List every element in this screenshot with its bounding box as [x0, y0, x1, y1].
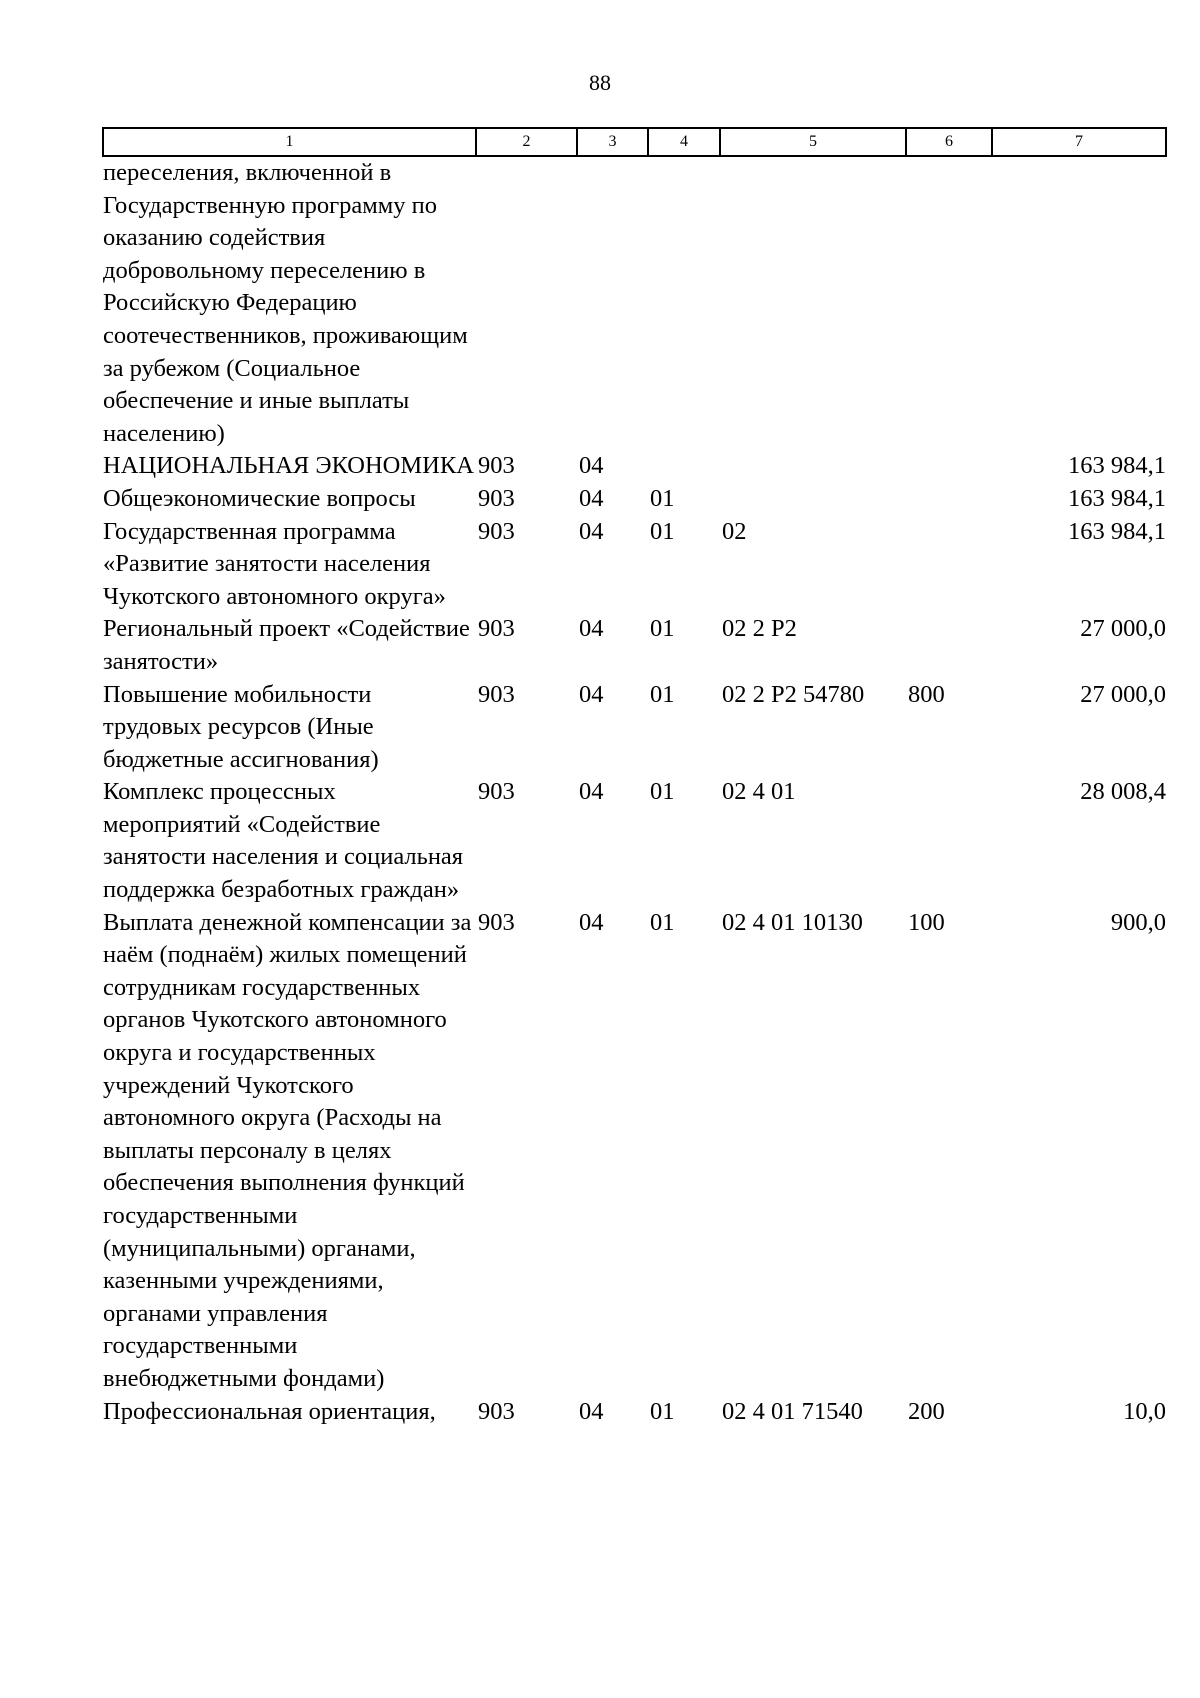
row-grbs: 903 — [478, 908, 515, 936]
row-section: 04 — [579, 452, 604, 480]
column-header-6: 6 — [906, 128, 992, 156]
row-amount: 27 000,0 — [1080, 615, 1166, 643]
row-name: Выплата денежной компенсации за наём (поднаём) жилых помещений сотрудникам государственных органов Чукотского автономного округа и государственных учреждений Чукотского автономного округа (Расходы на выплаты персоналу в целях обеспечения выполнения функций государственными (муниципальными) органами, казенными учреждениями, органами управления государственными внебюджетными фондами) — [103, 908, 472, 1392]
row-section: 04 — [579, 517, 604, 545]
row-target-article — [720, 156, 906, 450]
row-grbs — [476, 156, 577, 450]
table-header — [103, 128, 1166, 156]
row-amount: 163 984,1 — [1068, 484, 1166, 512]
row-subsection: 01 — [650, 615, 675, 643]
row-grbs: 903 — [478, 1397, 515, 1425]
row-section: 04 — [579, 484, 604, 512]
row-name: Профессиональная ориентация, — [103, 1397, 436, 1425]
page-number: 88 — [589, 70, 611, 95]
row-target-article: 02 2 Р2 — [722, 615, 797, 643]
row-subsection: 01 — [650, 680, 675, 708]
table-row — [103, 483, 1166, 516]
row-grbs: 903 — [478, 452, 515, 480]
table-row — [103, 156, 1166, 450]
column-header-4: 4 — [648, 128, 720, 156]
row-subsection: 01 — [650, 1397, 675, 1425]
row-section: 04 — [579, 778, 604, 806]
row-subsection: 01 — [650, 778, 675, 806]
row-target-article: 02 2 Р2 54780 — [722, 680, 865, 708]
row-grbs: 903 — [478, 680, 515, 708]
row-target-article — [720, 450, 906, 483]
table-row — [103, 613, 1166, 678]
table-row — [103, 516, 1166, 614]
row-name: Региональный проект «Содействие занятости» — [103, 615, 470, 675]
row-name: Повышение мобильности трудовых ресурсов (Иные бюджетные ассигнования) — [103, 680, 379, 773]
row-subsection: 01 — [650, 517, 675, 545]
row-grbs: 903 — [478, 517, 515, 545]
table-row — [103, 679, 1166, 777]
row-expense-type — [906, 450, 992, 483]
column-header-5: 5 — [720, 128, 906, 156]
row-target-article: 02 4 01 10130 — [722, 908, 863, 936]
column-header-1: 1 — [103, 128, 476, 156]
row-grbs: 903 — [478, 615, 515, 643]
row-expense-type — [906, 483, 992, 516]
row-name: НАЦИОНАЛЬНАЯ ЭКОНОМИКА — [103, 452, 474, 480]
row-amount — [992, 156, 1166, 450]
row-amount: 900,0 — [1110, 908, 1166, 936]
row-target-article: 02 4 01 — [722, 778, 796, 806]
row-expense-type — [906, 516, 992, 614]
row-subsection: 01 — [650, 484, 675, 512]
column-header-2: 2 — [476, 128, 577, 156]
row-section: 04 — [579, 908, 604, 936]
row-amount: 163 984,1 — [1068, 452, 1166, 480]
row-target-article: 02 4 01 71540 — [722, 1397, 863, 1425]
table-row — [103, 1396, 1166, 1429]
table-body — [103, 156, 1166, 1428]
row-target-article — [720, 483, 906, 516]
row-target-article: 02 — [722, 517, 747, 545]
row-subsection: 01 — [650, 908, 675, 936]
row-expense-type: 200 — [908, 1397, 945, 1425]
header-row — [103, 128, 1166, 156]
row-amount: 10,0 — [1123, 1397, 1166, 1425]
row-name: Комплекс процессных мероприятий «Содействие занятости населения и социальная поддержка безработных граждан» — [103, 778, 464, 904]
column-header-3: 3 — [577, 128, 648, 156]
row-amount: 163 984,1 — [1068, 517, 1166, 545]
row-section: 04 — [579, 615, 604, 643]
row-name: переселения, включенной в Государственную программу по оказанию содействия добровольному переселению в Российскую Федерацию соотечественников, проживающим за рубежом (Социальное обеспечение и иные выплаты населению) — [103, 159, 468, 447]
table-row — [103, 450, 1166, 483]
row-expense-type — [906, 613, 992, 678]
row-section: 04 — [579, 1397, 604, 1425]
row-expense-type: 800 — [908, 680, 945, 708]
row-amount: 27 000,0 — [1080, 680, 1166, 708]
row-subsection — [648, 450, 720, 483]
row-section — [577, 156, 648, 450]
row-name: Общеэкономические вопросы — [103, 484, 416, 512]
column-header-7: 7 — [992, 128, 1166, 156]
table-row — [103, 907, 1166, 1396]
row-name: Государственная программа «Развитие занятости населения Чукотского автономного округа» — [103, 517, 446, 610]
table-row — [103, 776, 1166, 906]
row-amount: 28 008,4 — [1080, 778, 1166, 806]
row-section: 04 — [579, 680, 604, 708]
row-subsection — [648, 156, 720, 450]
row-expense-type — [906, 156, 992, 450]
row-expense-type: 100 — [908, 908, 945, 936]
row-grbs: 903 — [478, 778, 515, 806]
row-grbs: 903 — [478, 484, 515, 512]
row-expense-type — [906, 776, 992, 906]
budget-table — [102, 127, 1167, 1428]
